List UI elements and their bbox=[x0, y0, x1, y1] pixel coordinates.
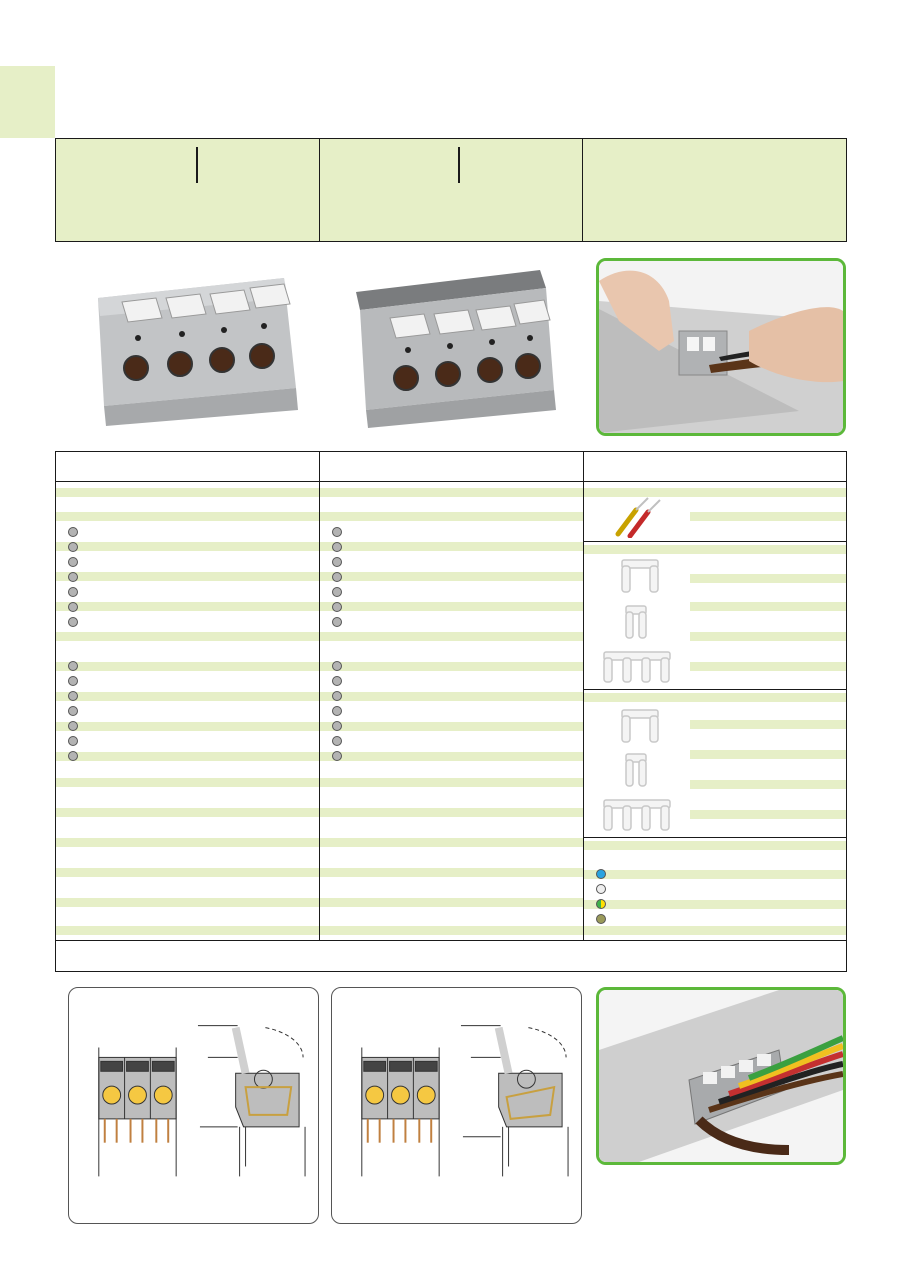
section-tab bbox=[0, 66, 55, 138]
table-row bbox=[320, 926, 583, 935]
terminal-dot-icon bbox=[332, 602, 342, 612]
column-header bbox=[320, 452, 583, 482]
table-row bbox=[56, 542, 319, 551]
table-row bbox=[320, 752, 583, 761]
terminal-dot-icon bbox=[68, 661, 78, 671]
section-divider bbox=[584, 689, 846, 690]
table-row bbox=[320, 808, 583, 817]
table-row bbox=[690, 632, 846, 641]
terminal-dot-icon bbox=[68, 557, 78, 567]
terminal-dot-icon bbox=[332, 572, 342, 582]
terminal-dot-icon bbox=[68, 542, 78, 552]
table-row bbox=[320, 572, 583, 581]
table-row bbox=[320, 838, 583, 847]
green-yellow-dot-icon bbox=[596, 899, 606, 909]
terminal-dot-icon bbox=[68, 572, 78, 582]
terminal-dot-icon bbox=[332, 691, 342, 701]
table-column-accessories bbox=[584, 452, 846, 940]
table-row bbox=[56, 838, 319, 847]
white-dot-icon bbox=[596, 884, 606, 894]
test-plug-icon bbox=[614, 496, 662, 538]
table-row bbox=[690, 602, 846, 611]
table-row bbox=[690, 512, 846, 521]
table-row bbox=[320, 632, 583, 641]
terminal-dot-icon bbox=[332, 557, 342, 567]
divider-mark bbox=[196, 147, 198, 183]
terminal-dot-icon bbox=[68, 527, 78, 537]
table-footnote-row bbox=[55, 941, 847, 972]
table-row bbox=[690, 574, 846, 583]
jumper-icon bbox=[598, 702, 678, 834]
table-row bbox=[56, 898, 319, 907]
data-table bbox=[55, 451, 847, 941]
jumper-icon bbox=[598, 552, 678, 686]
table-row bbox=[56, 722, 319, 731]
table-row bbox=[690, 780, 846, 789]
table-row bbox=[56, 926, 319, 935]
table-row bbox=[690, 662, 846, 671]
table-row bbox=[56, 778, 319, 787]
product-photo-terminal-block-marker bbox=[350, 258, 558, 436]
table-row bbox=[320, 602, 583, 611]
terminal-dot-icon bbox=[332, 676, 342, 686]
table-row bbox=[320, 692, 583, 701]
table-row bbox=[320, 662, 583, 671]
product-photo-wiring bbox=[596, 258, 846, 436]
terminal-dot-icon bbox=[332, 661, 342, 671]
table-row bbox=[56, 602, 319, 611]
table-row bbox=[56, 808, 319, 817]
table-row bbox=[56, 632, 319, 641]
terminal-dot-icon bbox=[332, 736, 342, 746]
dimension-drawing-1 bbox=[68, 987, 319, 1224]
blue-dot-icon bbox=[596, 869, 606, 879]
table-row bbox=[56, 752, 319, 761]
table-row bbox=[584, 693, 846, 702]
table-row bbox=[320, 868, 583, 877]
table-row bbox=[56, 512, 319, 521]
header-cell-3 bbox=[583, 139, 846, 241]
olive-dot-icon bbox=[596, 914, 606, 924]
terminal-dot-icon bbox=[68, 706, 78, 716]
table-row bbox=[584, 926, 846, 935]
table-row bbox=[690, 720, 846, 729]
table-row bbox=[690, 810, 846, 819]
terminal-dot-icon bbox=[68, 676, 78, 686]
column-header bbox=[584, 452, 846, 482]
header-cell-1 bbox=[56, 139, 320, 241]
table-row bbox=[320, 778, 583, 787]
table-row bbox=[56, 868, 319, 877]
table-row bbox=[584, 900, 846, 909]
terminal-dot-icon bbox=[332, 751, 342, 761]
table-row bbox=[584, 841, 846, 850]
terminal-dot-icon bbox=[332, 527, 342, 537]
column-header bbox=[56, 452, 319, 482]
terminal-dot-icon bbox=[68, 602, 78, 612]
table-column-2 bbox=[320, 452, 584, 940]
terminal-dot-icon bbox=[332, 706, 342, 716]
table-row bbox=[320, 722, 583, 731]
dimension-drawing-2 bbox=[331, 987, 582, 1224]
product-photo-terminal-block bbox=[84, 258, 310, 436]
table-row bbox=[320, 542, 583, 551]
terminal-dot-icon bbox=[332, 721, 342, 731]
terminal-dot-icon bbox=[332, 542, 342, 552]
terminal-dot-icon bbox=[68, 736, 78, 746]
header-cell-2 bbox=[320, 139, 584, 241]
terminal-dot-icon bbox=[68, 721, 78, 731]
section-divider bbox=[584, 541, 846, 542]
header-info-grid bbox=[55, 138, 847, 242]
terminal-dot-icon bbox=[332, 587, 342, 597]
table-row bbox=[56, 692, 319, 701]
table-row bbox=[56, 572, 319, 581]
table-row bbox=[320, 898, 583, 907]
terminal-dot-icon bbox=[68, 587, 78, 597]
table-row bbox=[320, 488, 583, 497]
table-column-1 bbox=[56, 452, 320, 940]
terminal-dot-icon bbox=[68, 617, 78, 627]
table-row bbox=[56, 488, 319, 497]
product-photo-pcb-wired bbox=[596, 987, 846, 1165]
table-row bbox=[690, 750, 846, 759]
terminal-dot-icon bbox=[68, 751, 78, 761]
table-row bbox=[320, 512, 583, 521]
table-row bbox=[584, 870, 846, 879]
table-row bbox=[56, 662, 319, 671]
divider-mark bbox=[458, 147, 460, 183]
terminal-dot-icon bbox=[68, 691, 78, 701]
section-divider bbox=[584, 837, 846, 838]
terminal-dot-icon bbox=[332, 617, 342, 627]
